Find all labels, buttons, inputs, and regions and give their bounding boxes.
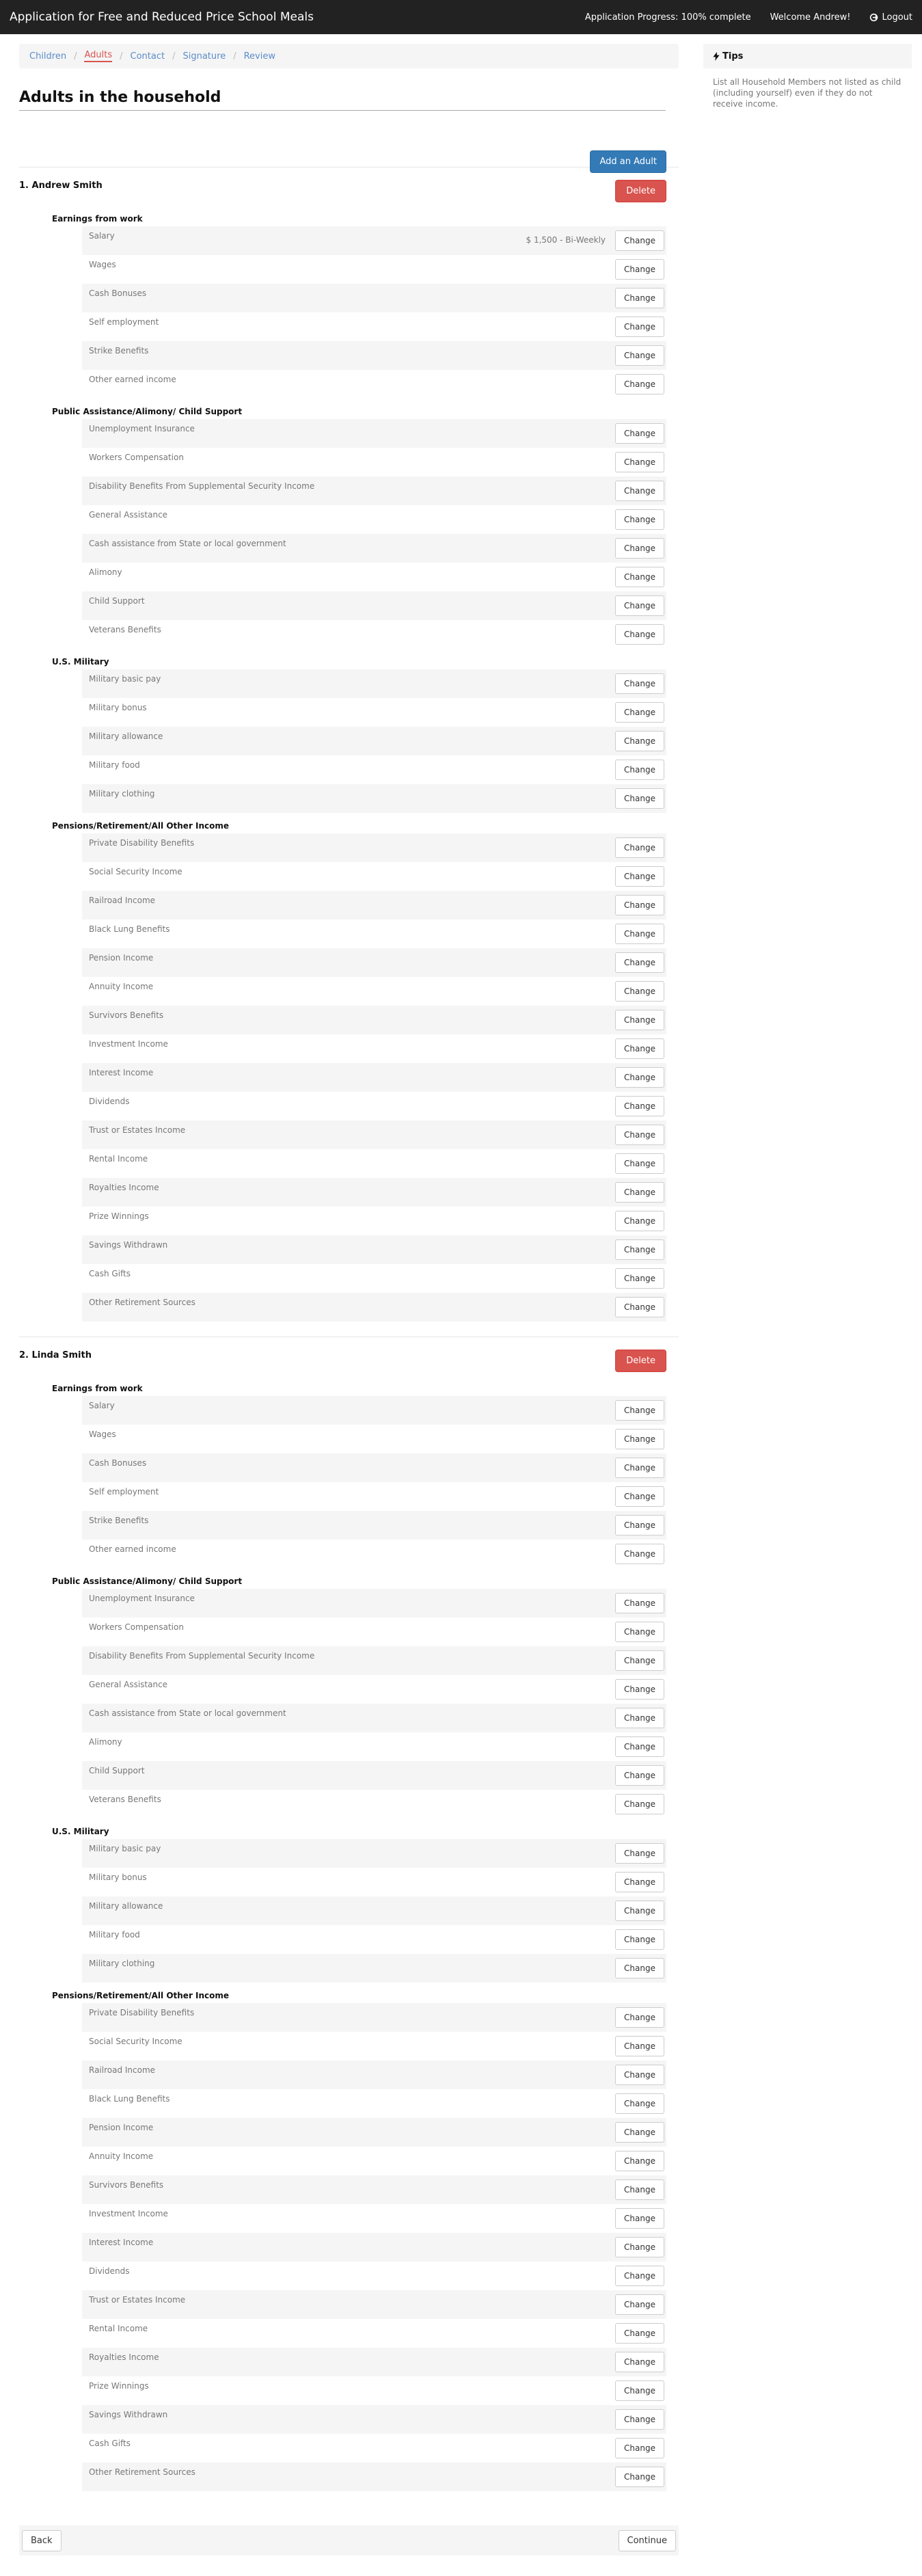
income-type-label: Military allowance [89,732,163,741]
income-row-pension-income [82,2118,666,2147]
income-category-heading: U.S. Military [52,657,109,667]
income-type-label: Cash Gifts [89,1269,131,1278]
change-button[interactable]: Change [615,1486,664,1507]
income-row-military-basic-pay [82,1839,666,1868]
income-type-label: Alimony [89,567,122,577]
change-button[interactable]: Change [615,1096,664,1116]
income-type-label: Wages [89,260,116,269]
change-button[interactable]: Change [615,895,664,915]
income-amount: $ 1,500 - Bi-Weekly [526,235,606,245]
income-type-label: Investment Income [89,2209,168,2218]
income-row-private-disability-benefits [82,833,666,862]
change-button[interactable]: Change [615,1544,664,1564]
change-button[interactable]: Change [615,1297,664,1317]
income-type-label: Dividends [89,2266,130,2276]
change-button[interactable]: Change [615,1515,664,1535]
income-type-label: Black Lung Benefits [89,924,170,934]
income-type-label: Wages [89,1430,116,1439]
change-button[interactable]: Change [615,1211,664,1231]
income-row-veterans-benefits [82,620,666,649]
income-type-label: Strike Benefits [89,1516,149,1525]
income-type-label: Military allowance [89,1901,163,1911]
change-button[interactable]: Change [615,702,664,723]
income-type-label: Other earned income [89,1544,176,1554]
income-type-label: Trust or Estates Income [89,2295,186,2305]
change-button[interactable]: Change [615,230,664,251]
income-row-investment-income [82,2204,666,2233]
change-button[interactable]: Change [615,1872,664,1892]
income-row-child-support [82,1761,666,1790]
income-row-workers-compensation [82,448,666,477]
income-type-label: Cash assistance from State or local government [89,539,286,548]
income-type-label: Military food [89,760,140,770]
income-row-strike-benefits [82,341,666,370]
income-type-label: Military clothing [89,1959,155,1968]
adult-section [19,1337,679,2506]
income-row-savings-withdrawn [82,1235,666,1264]
tips-panel [703,44,912,2555]
income-type-label: Cash Bonuses [89,289,147,298]
income-row-disability-benefits-from-supplemental-security-income [82,477,666,505]
change-button[interactable]: Change [615,288,664,308]
income-type-label: Other Retirement Sources [89,2467,195,2477]
change-button[interactable]: Change [615,1268,664,1289]
income-row-unemployment-insurance [82,419,666,448]
income-row-military-allowance [82,1896,666,1925]
change-button[interactable]: Change [615,259,664,280]
income-type-label: Pension Income [89,953,154,963]
change-button[interactable]: Change [615,2438,664,2458]
income-type-label: Unemployment Insurance [89,1594,195,1603]
application-progress: Application Progress: 100% complete [584,12,751,23]
adults-list [19,167,679,2506]
income-type-label: Salary [89,231,115,241]
income-type-label: Investment Income [89,1039,168,1049]
income-row-salary [82,226,666,255]
change-button[interactable]: Change [615,2122,664,2143]
income-row-self-employment [82,312,666,341]
income-type-label: Veterans Benefits [89,1795,161,1804]
income-type-label: Other earned income [89,375,176,384]
income-type-label: Rental Income [89,2324,148,2333]
income-type-label: Royalties Income [89,1183,159,1192]
income-row-unemployment-insurance [82,1589,666,1618]
change-button[interactable]: Change [615,538,664,559]
logout-label: Logout [882,12,912,23]
change-button[interactable]: Change [615,1010,664,1030]
income-category-heading: Earnings from work [52,214,143,224]
change-button[interactable]: Change [615,452,664,472]
change-button[interactable]: Change [615,924,664,944]
change-button[interactable]: Change [615,624,664,645]
income-row-prize-winnings [82,1207,666,1235]
income-row-royalties-income [82,1178,666,1207]
top-navbar [0,0,922,34]
navbar-right [566,12,912,23]
income-type-label: Royalties Income [89,2352,159,2362]
page-title: Adults in the household [19,89,666,111]
income-type-label: Military bonus [89,1873,147,1882]
change-button[interactable]: Change [615,1765,664,1786]
income-row-other-earned-income [82,1540,666,1568]
income-row-royalties-income [82,2348,666,2376]
income-row-self-employment [82,1482,666,1511]
income-type-label: Other Retirement Sources [89,1298,195,1307]
form-footer [19,2525,679,2555]
income-row-cash-bonuses [82,284,666,312]
change-button[interactable]: Change [615,788,664,809]
income-row-cash-assistance-from-state-or-local-government [82,1704,666,1732]
income-row-dividends [82,2262,666,2290]
change-button[interactable]: Change [615,509,664,530]
change-button[interactable]: Change [615,1038,664,1059]
income-type-label: Interest Income [89,2238,154,2247]
income-type-label: Savings Withdrawn [89,2410,168,2419]
income-row-annuity-income [82,977,666,1006]
change-button[interactable]: Change [615,1458,664,1478]
income-type-label: Survivors Benefits [89,2180,164,2190]
tips-title: Tips [722,51,744,62]
continue-button[interactable]: Continue [619,2530,676,2551]
income-type-label: Black Lung Benefits [89,2094,170,2104]
change-button[interactable]: Change [615,2208,664,2229]
income-type-label: Annuity Income [89,982,154,991]
income-row-military-clothing [82,784,666,813]
income-category-heading: Public Assistance/Alimony/ Child Support [52,1577,243,1586]
income-type-label: Railroad Income [89,2065,156,2075]
change-button[interactable]: Change [615,2036,664,2056]
income-type-label: Pension Income [89,2123,154,2132]
income-type-label: Cash assistance from State or local government [89,1708,286,1718]
income-type-label: General Assistance [89,1680,168,1689]
change-button[interactable]: Change [615,1901,664,1921]
income-row-workers-compensation [82,1618,666,1646]
change-button[interactable]: Change [615,1182,664,1203]
income-type-label: Military basic pay [89,1844,161,1853]
income-type-label: General Assistance [89,510,168,520]
income-type-label: Military food [89,1930,140,1940]
change-button[interactable]: Change [615,374,664,394]
income-row-strike-benefits [82,1511,666,1540]
income-type-label: Salary [89,1401,115,1410]
income-row-prize-winnings [82,2376,666,2405]
income-type-label: Strike Benefits [89,346,149,355]
change-button[interactable]: Change [615,1736,664,1757]
change-button[interactable]: Change [615,481,664,501]
income-row-interest-income [82,2233,666,2262]
income-row-military-bonus [82,698,666,727]
income-type-label: Prize Winnings [89,1211,149,1221]
delete-adult-button[interactable]: Delete [615,1350,666,1372]
income-type-label: Savings Withdrawn [89,1240,168,1250]
change-button[interactable]: Change [615,1239,664,1260]
income-row-wages [82,1425,666,1453]
income-row-military-bonus [82,1868,666,1896]
change-button[interactable]: Change [615,673,664,694]
income-row-annuity-income [82,2147,666,2175]
income-category-heading: Public Assistance/Alimony/ Child Support [52,407,243,416]
income-type-label: Military bonus [89,703,147,712]
change-button[interactable]: Change [615,595,664,616]
income-type-label: Trust or Estates Income [89,1125,186,1135]
income-row-other-retirement-sources [82,1293,666,1321]
income-type-label: Disability Benefits From Supplemental Security Income [89,481,315,491]
income-row-other-earned-income [82,370,666,399]
income-type-label: Railroad Income [89,896,156,905]
tips-text: List all Household Members not listed as child (including yourself) even if they do not receive income. [713,77,901,109]
income-row-savings-withdrawn [82,2405,666,2434]
change-button[interactable]: Change [615,837,664,858]
income-row-cash-assistance-from-state-or-local-government [82,534,666,563]
welcome-message[interactable]: Welcome Andrew! [770,12,851,23]
income-type-label: Social Security Income [89,2037,182,2046]
change-button[interactable]: Change [615,567,664,587]
income-category-heading: Earnings from work [52,1384,143,1393]
change-button[interactable]: Change [615,423,664,444]
income-row-rental-income [82,1149,666,1178]
income-type-label: Disability Benefits From Supplemental Security Income [89,1651,315,1661]
income-row-railroad-income [82,891,666,920]
income-category-heading: Pensions/Retirement/All Other Income [52,1991,230,2000]
income-type-label: Alimony [89,1737,122,1747]
income-row-railroad-income [82,2061,666,2089]
income-category-heading: Pensions/Retirement/All Other Income [52,821,230,831]
breadcrumb-contact[interactable]: Contact [130,51,165,62]
change-button[interactable]: Change [615,1929,664,1950]
tips-header [703,44,912,68]
income-row-black-lung-benefits [82,2089,666,2118]
income-type-label: Rental Income [89,1154,148,1164]
income-row-pension-income [82,948,666,977]
income-type-label: Military basic pay [89,674,161,684]
income-row-military-allowance [82,727,666,755]
back-button[interactable]: Back [22,2530,62,2551]
change-button[interactable]: Change [615,1593,664,1613]
income-type-label: Self employment [89,317,159,327]
income-row-black-lung-benefits [82,920,666,948]
change-button[interactable]: Change [615,1958,664,1978]
income-row-survivors-benefits [82,2175,666,2204]
income-type-label: Child Support [89,596,145,606]
income-row-private-disability-benefits [82,2003,666,2032]
income-type-label: Child Support [89,1766,145,1775]
change-button[interactable]: Change [615,1843,664,1864]
change-button[interactable]: Change [615,2065,664,2085]
income-row-military-clothing [82,1954,666,1983]
change-button[interactable]: Change [615,1067,664,1088]
change-button[interactable]: Change [615,2093,664,2114]
income-row-veterans-benefits [82,1790,666,1819]
income-row-alimony [82,1732,666,1761]
income-row-interest-income [82,1063,666,1092]
income-type-label: Survivors Benefits [89,1010,164,1020]
change-button[interactable]: Change [615,345,664,366]
change-button[interactable]: Change [615,1679,664,1700]
income-type-label: Annuity Income [89,2151,154,2161]
adult-name: 1. Andrew Smith [19,180,103,191]
change-button[interactable]: Change [615,2409,664,2430]
change-button[interactable]: Change [615,1622,664,1642]
change-button[interactable]: Change [615,1794,664,1814]
change-button[interactable]: Change [615,1153,664,1174]
income-row-alimony [82,563,666,591]
change-button[interactable]: Change [615,1650,664,1671]
income-row-social-security-income [82,862,666,891]
income-row-general-assistance [82,1675,666,1704]
income-row-child-support [82,591,666,620]
change-button[interactable]: Change [615,2151,664,2171]
change-button[interactable]: Change [615,2294,664,2315]
delete-adult-button[interactable]: Delete [615,180,666,202]
income-type-label: Workers Compensation [89,1622,184,1632]
income-row-social-security-income [82,2032,666,2061]
breadcrumb-children[interactable]: Children [29,51,67,62]
change-button[interactable]: Change [615,2380,664,2401]
change-button[interactable]: Change [615,1708,664,1728]
income-row-trust-or-estates-income [82,1121,666,1149]
change-button[interactable]: Change [615,1400,664,1421]
app-title[interactable]: Application for Free and Reduced Price School Meals [10,10,314,24]
change-button[interactable]: Change [615,981,664,1002]
breadcrumb-adults[interactable]: Adults [84,50,112,62]
income-type-label: Social Security Income [89,867,182,876]
change-button[interactable]: Change [615,952,664,973]
income-type-label: Workers Compensation [89,453,184,462]
income-row-military-food [82,1925,666,1954]
income-row-wages [82,255,666,284]
change-button[interactable]: Change [615,2007,664,2028]
income-row-cash-gifts [82,2434,666,2463]
income-row-investment-income [82,1034,666,1063]
change-button[interactable]: Change [615,317,664,337]
add-adult-button[interactable]: Add an Adult [590,150,666,173]
change-button[interactable]: Change [615,2467,664,2487]
breadcrumb: Children / Adults / Contact / Signature / Review [19,44,679,68]
income-row-military-food [82,755,666,784]
adult-name: 2. Linda Smith [19,1350,92,1360]
change-button[interactable]: Change [615,866,664,887]
change-button[interactable]: Change [615,1125,664,1145]
income-row-cash-gifts [82,1264,666,1293]
income-row-dividends [82,1092,666,1121]
income-type-label: Unemployment Insurance [89,424,195,433]
income-row-rental-income [82,2319,666,2348]
adult-header [19,1350,679,1376]
income-category-heading: U.S. Military [52,1827,109,1836]
income-row-military-basic-pay [82,669,666,698]
income-type-label: Self employment [89,1487,159,1497]
income-row-other-retirement-sources [82,2463,666,2491]
logout-icon [869,13,878,22]
income-row-survivors-benefits [82,1006,666,1034]
change-button[interactable]: Change [615,731,664,751]
income-type-label: Private Disability Benefits [89,2008,195,2017]
income-type-label: Dividends [89,1097,130,1106]
income-type-label: Interest Income [89,1068,154,1077]
change-button[interactable]: Change [615,2179,664,2200]
income-row-general-assistance [82,505,666,534]
logout-link[interactable] [869,12,912,23]
income-row-salary [82,1396,666,1425]
income-type-label: Veterans Benefits [89,625,161,634]
income-type-label: Military clothing [89,789,155,799]
main-content [19,44,679,2555]
change-button[interactable]: Change [615,2352,664,2372]
income-type-label: Prize Winnings [89,2381,149,2391]
change-button[interactable]: Change [615,2323,664,2344]
adult-section [19,167,679,1337]
breadcrumb-signature[interactable]: Signature [182,51,226,62]
breadcrumb-review[interactable]: Review [243,51,275,62]
adult-header [19,180,679,206]
change-button[interactable]: Change [615,760,664,780]
change-button[interactable]: Change [615,1429,664,1449]
income-row-trust-or-estates-income [82,2290,666,2319]
change-button[interactable]: Change [615,2237,664,2257]
income-type-label: Cash Bonuses [89,1458,147,1468]
change-button[interactable]: Change [615,2266,664,2286]
income-row-cash-bonuses [82,1453,666,1482]
income-row-disability-benefits-from-supplemental-security-income [82,1646,666,1675]
bolt-icon [713,52,720,61]
income-type-label: Private Disability Benefits [89,838,195,848]
income-type-label: Cash Gifts [89,2439,131,2448]
